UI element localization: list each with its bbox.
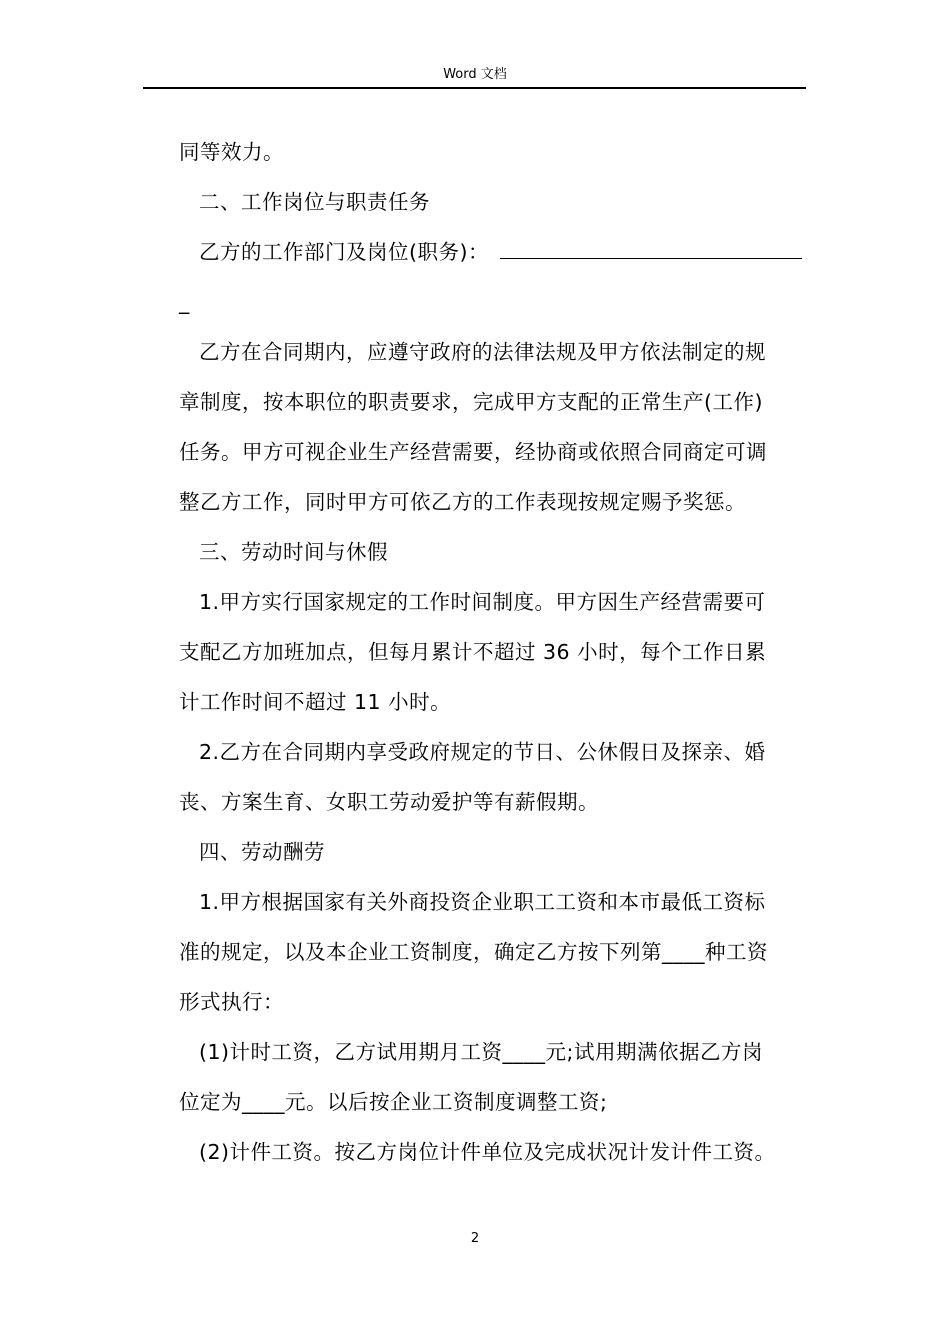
section-heading: 二、工作岗位与职责任务 bbox=[199, 190, 430, 214]
text-line: 乙方在合同期内，应遵守政府的法律法规及甲方依法制定的规 bbox=[199, 340, 766, 364]
section-heading: 四、劳动酬劳 bbox=[199, 840, 325, 864]
text-line: 形式执行： bbox=[179, 990, 284, 1014]
text-line: 整乙方工作，同时甲方可依乙方的工作表现按规定赐予奖惩。 bbox=[179, 490, 746, 514]
text-line: 准的规定，以及本企业工资制度，确定乙方按下列第____种工资 bbox=[179, 940, 768, 964]
text-line: 1.甲方实行国家规定的工作时间制度。甲方因生产经营需要可 bbox=[199, 590, 766, 614]
page-number: 2 bbox=[470, 1231, 480, 1246]
text-line: 丧、方案生育、女职工劳动爱护等有薪假期。 bbox=[179, 790, 599, 814]
text-line: (2)计件工资。按乙方岗位计件单位及完成状况计发计件工资。 bbox=[199, 1140, 776, 1164]
text-line: (1)计时工资，乙方试用期月工资____元;试用期满依据乙方岗 bbox=[199, 1040, 763, 1064]
page-header: Word 文档 bbox=[443, 67, 507, 82]
section-heading: 三、劳动时间与休假 bbox=[199, 540, 388, 564]
text-line: 位定为____元。以后按企业工资制度调整工资; bbox=[179, 1090, 608, 1114]
text-line: 章制度，按本职位的职责要求，完成甲方支配的正常生产(工作) bbox=[179, 390, 763, 414]
text-line: _ bbox=[179, 290, 190, 314]
fill-in-blank bbox=[500, 258, 802, 259]
text-line: 计工作时间不超过 11 小时。 bbox=[179, 690, 452, 714]
text-line: 1.甲方根据国家有关外商投资企业职工工资和本市最低工资标 bbox=[199, 890, 766, 914]
text-line: 任务。甲方可视企业生产经营需要，经协商或依照合同商定可调 bbox=[179, 440, 767, 464]
text-line: 支配乙方加班加点，但每月累计不超过 36 小时，每个工作日累 bbox=[179, 640, 767, 664]
text-line: 同等效力。 bbox=[179, 140, 284, 164]
text-line: 乙方的工作部门及岗位(职务)： bbox=[199, 240, 489, 264]
text-line: 2.乙方在合同期内享受政府规定的节日、公休假日及探亲、婚 bbox=[199, 740, 766, 764]
header-divider bbox=[143, 87, 806, 89]
